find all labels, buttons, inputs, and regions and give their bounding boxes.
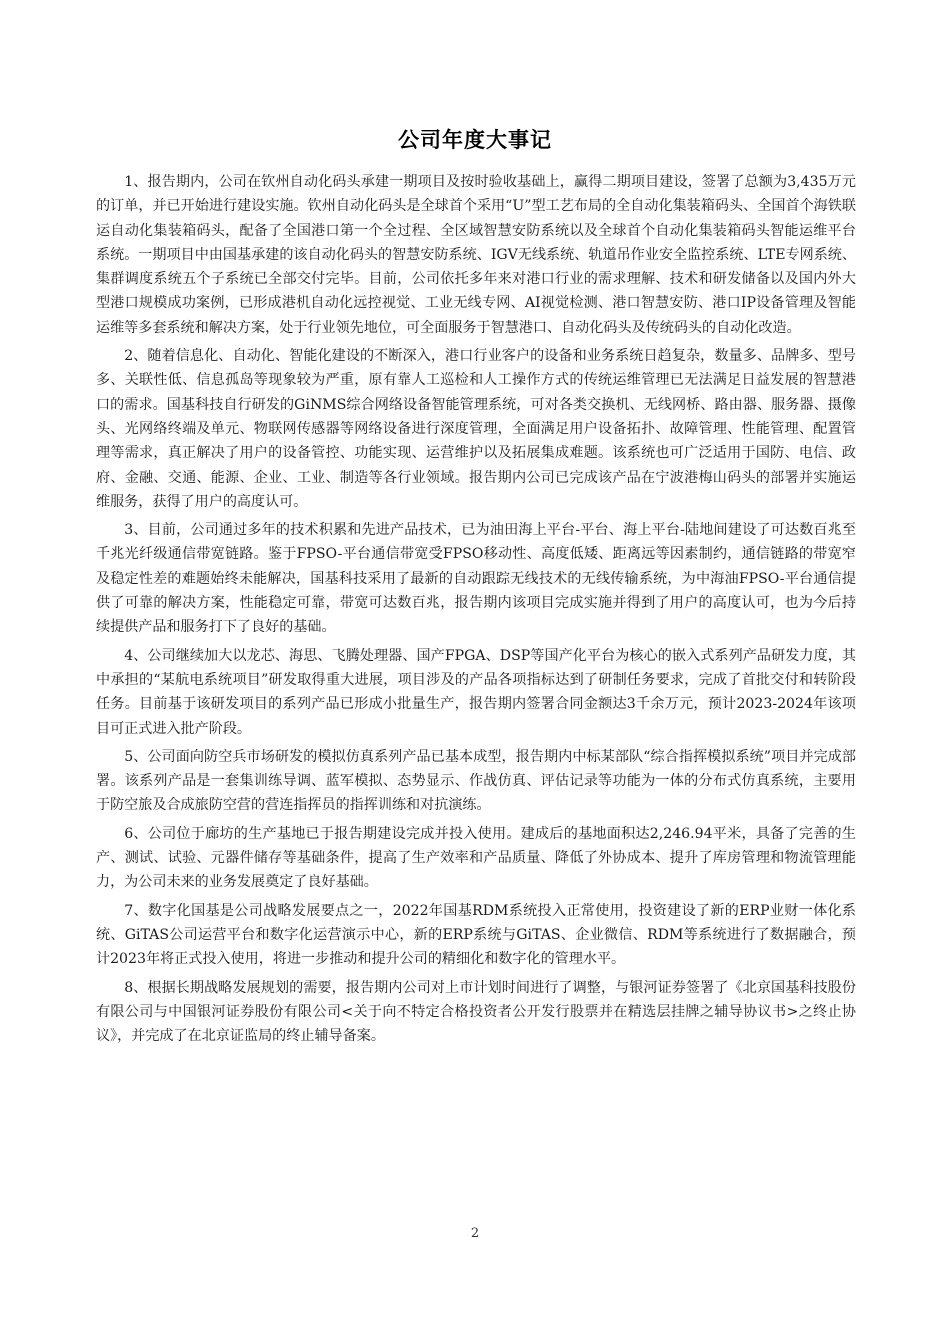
paragraph-1: 1、报告期内，公司在钦州自动化码头承建一期项目及按时验收基础上，赢得二期项目建设，签署了总额为3,435万元的订单，并已开始进行建设实施。钦州自动化码头是全球首个采用“U”型工艺布局的全自动化集装箱码头、全国首个海铁联运自动化集装箱码头，配备了全国港口第一个全过程、全区域智慧安防系统以及全球首个自动化集装箱码头智能运维平台系统。一期项目中由国基承建的该自动化码头的智慧安防系统、IGV无线系统、轨道吊作业安全监控系统、LTE专网系统、集群调度系统五个子系统已全部交付完毕。目前，公司依托多年来对港口行业的需求理解、技术和研发储备以及国内外大型港口规模成功案例，已形成港机自动化远控视觉、工业无线专网、AI视觉检测、港口智慧安防、港口IP设备管理及智能运维等多套系统和解决方案，处于行业领先地位，可全面服务于智慧港口、自动化码头及传统码头的自动化改造。 [96, 174, 856, 336]
paragraph-5: 5、公司面向防空兵市场研发的模拟仿真系列产品已基本成型，报告期内中标某部队“综合指挥模拟系统”项目并完成部署。该系列产品是一套集训练导调、蓝军模拟、态势显示、作战仿真、评估记录等功能为一体的分布式仿真系统，主要用于防空旅及合成旅防空营的营连指挥员的指挥训练和对抗演练。 [96, 748, 856, 814]
paragraph-3: 3、目前，公司通过多年的技术积累和先进产品技术，已为油田海上平台-平台、海上平台-陆地间建设了可达数百兆至千兆光纤级通信带宽链路。鉴于FPSO-平台通信带宽受FPSO移动性、高度低矮、距离远等因素制约，通信链路的带宽窄及稳定性差的难题始终未能解决，国基科技采用了最新的自动跟踪无线技术的无线传输系统，为中海油FPSO-平台通信提供了可靠的解决方案，性能稳定可靠，带宽可达数百兆，报告期内该项目完成实施并得到了用户的高度认可，也为今后持续提供产品和服务打下了良好的基础。 [96, 522, 856, 636]
paragraph-6: 6、公司位于廊坊的生产基地已于报告期建设完成并投入使用。建成后的基地面积达2,246.94平米，具备了完善的生产、测试、试验、元器件储存等基础条件，提高了生产效率和产品质量、降低了外协成本、提升了库房管理和物流管理能力，为公司未来的业务发展奠定了良好基础。 [96, 825, 856, 891]
paragraph-4: 4、公司继续加大以龙芯、海思、飞腾处理器、国产FPGA、DSP等国产化平台为核心的嵌入式系列产品研发力度，其中承担的“某航电系统项目”研发取得重大进展，项目涉及的产品各项指标达到了研制任务要求，完成了首批交付和转阶段任务。目前基于该研发项目的系列产品已形成小批量生产，报告期内签署合同金额达3千余万元，预计2023-2024年该项目可正式进入批产阶段。 [96, 647, 856, 737]
document-body [96, 170, 856, 1052]
paragraph-8: 8、根据长期战略发展规划的需要，报告期内公司对上市计划时间进行了调整，与银河证券签署了《北京国基科技股份有限公司与中国银河证券股份有限公司<关于向不特定合格投资者公开发行股票并在精选层挂牌之辅导协议书>之终止协议》，并完成了在北京证监局的终止辅导备案。 [96, 979, 856, 1045]
paragraph-2: 2、随着信息化、自动化、智能化建设的不断深入，港口行业客户的设备和业务系统日趋复杂，数量多、品牌多、型号多、关联性低、信息孤岛等现象较为严重，原有靠人工巡检和人工操作方式的传统运维管理已无法满足日益发展的智慧港口的需求。国基科技自行研发的GiNMS综合网络设备智能管理系统，可对各类交换机、无线网桥、路由器、服务器、摄像头、光网络终端及单元、物联网传感器等网络设备进行深度管理，全面满足用户设备拓扑、故障管理、性能管理、配置管理等需求，真正解决了用户的设备管控、功能实现、运营维护以及拓展集成难题。该系统也可广泛适用于国防、电信、政府、金融、交通、能源、企业、工业、制造等各行业领域。报告期内公司已完成该产品在宁波港梅山码头的部署并实施运维服务，获得了用户的高度认可。 [96, 348, 856, 510]
paragraph-7: 7、数字化国基是公司战略发展要点之一，2022年国基RDM系统投入正常使用，投资建设了新的ERP业财一体化系统、GiTAS公司运营平台和数字化运营演示中心，新的ERP系统与GiTAS、企业微信、RDM等系统进行了数据融合，预计2023年将正式投入使用，将进一步推动和提升公司的精细化和数字化的管理水平。 [96, 902, 856, 968]
page-number: 2 [470, 1226, 480, 1241]
page-title: 公司年度大事记 [398, 128, 552, 152]
